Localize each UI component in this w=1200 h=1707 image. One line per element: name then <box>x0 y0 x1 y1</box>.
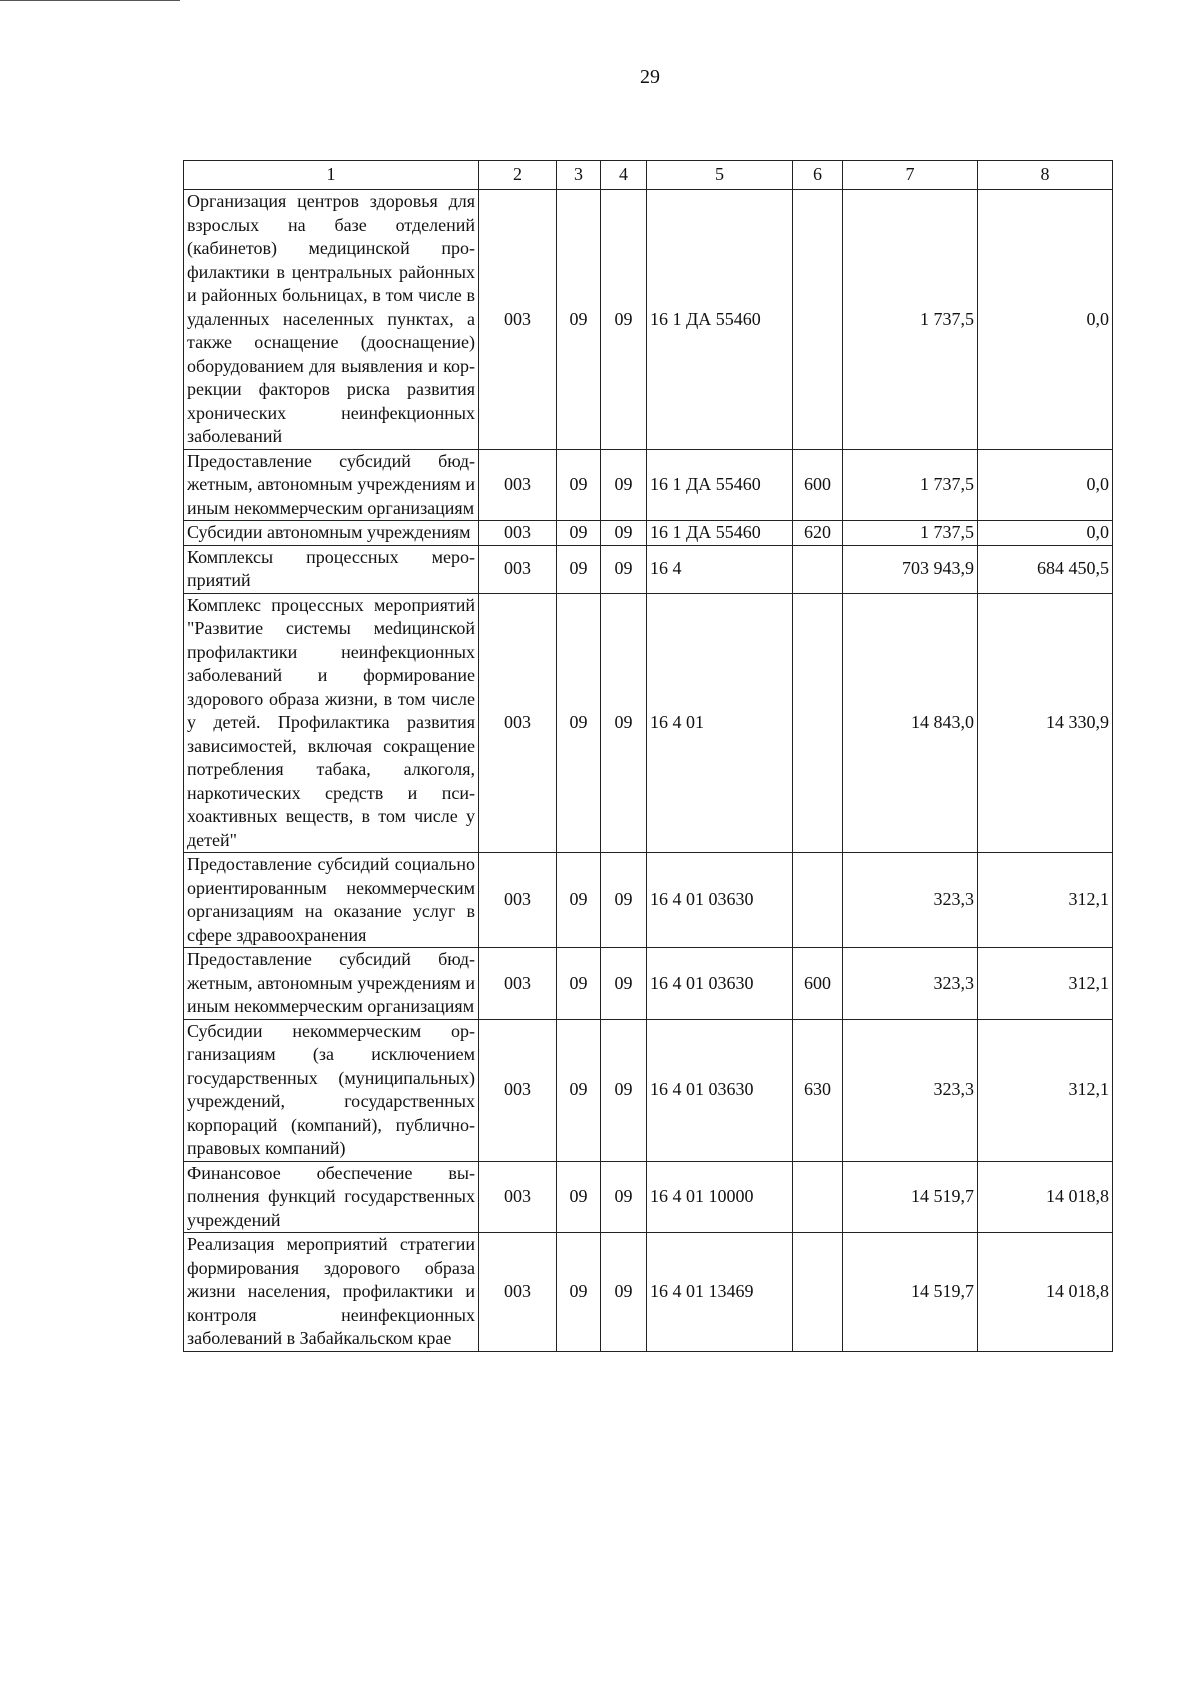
top-rule <box>0 0 180 1</box>
section-cell: 09 <box>557 449 601 521</box>
expense-type-cell: 620 <box>793 521 843 546</box>
code-gr-cell: 003 <box>479 1233 557 1352</box>
amount-col8-cell: 14 330,9 <box>978 593 1113 853</box>
code-gr-cell: 003 <box>479 190 557 450</box>
code-gr-cell: 003 <box>479 593 557 853</box>
row-name-cell: Комплексы процессных мероприятий <box>184 545 479 593</box>
table-row <box>184 449 1113 521</box>
expense-type-cell <box>793 1233 843 1352</box>
table-row <box>184 190 1113 450</box>
row-name-cell: Субсидии автономным учреждениям <box>184 521 479 546</box>
amount-col8-cell: 0,0 <box>978 190 1113 450</box>
table-row <box>184 545 1113 593</box>
code-gr-cell: 003 <box>479 948 557 1020</box>
section-cell: 09 <box>557 545 601 593</box>
target-article-cell: 16 4 01 03630 <box>647 948 793 1020</box>
target-article-cell: 16 4 01 03630 <box>647 1019 793 1161</box>
subsection-cell: 09 <box>601 190 647 450</box>
amount-col7-cell: 14 843,0 <box>843 593 978 853</box>
amount-col7-cell: 323,3 <box>843 948 978 1020</box>
expense-type-cell <box>793 593 843 853</box>
amount-col7-cell: 1 737,5 <box>843 190 978 450</box>
column-header-7: 7 <box>843 161 978 190</box>
subsection-cell: 09 <box>601 545 647 593</box>
amount-col8-cell: 312,1 <box>978 948 1113 1020</box>
target-article-cell: 16 4 <box>647 545 793 593</box>
subsection-cell: 09 <box>601 449 647 521</box>
row-name-cell: Финансовое обеспечение выполнения функций государственных учреждений <box>184 1161 479 1233</box>
section-cell: 09 <box>557 1161 601 1233</box>
subsection-cell: 09 <box>601 521 647 546</box>
row-name-cell: Организация центров здоровья для взрослых на базе отделений (кабинетов) медицинской профилактики в центральных районных и районных больницах, в том числе в удаленных населенных пунктах, а также оснащение (дооснащение) оборудованием для выявления и коррекции факторов риска развития хронических неинфекционных заболеваний <box>184 190 479 450</box>
column-header-5: 5 <box>647 161 793 190</box>
expense-type-cell <box>793 1161 843 1233</box>
code-gr-cell: 003 <box>479 1161 557 1233</box>
column-header-2: 2 <box>479 161 557 190</box>
row-name-cell: Комплекс процессных мероприятий "Развитие системы меdицинской профилактики неинфекционных заболеваний и формирование здорового образа жизни, в том числе у детей. Профилактика развития зависимостей, включая сокращение потребления табака, алкоголя, наркотических средств и психоактивных веществ, в том числе у детей" <box>184 593 479 853</box>
expense-type-cell <box>793 545 843 593</box>
table-row <box>184 1161 1113 1233</box>
section-cell: 09 <box>557 593 601 853</box>
section-cell: 09 <box>557 853 601 948</box>
column-header-3: 3 <box>557 161 601 190</box>
section-cell: 09 <box>557 1233 601 1352</box>
subsection-cell: 09 <box>601 948 647 1020</box>
row-name-cell: Реализация мероприятий стратегии формирования здорового образа жизни населения, профилактики и контроля неинфекционных заболеваний в Забайкальском крае <box>184 1233 479 1352</box>
section-cell: 09 <box>557 1019 601 1161</box>
table-row <box>184 1019 1113 1161</box>
column-header-4: 4 <box>601 161 647 190</box>
subsection-cell: 09 <box>601 1019 647 1161</box>
table-header-row <box>184 161 1113 190</box>
expense-type-cell: 600 <box>793 449 843 521</box>
subsection-cell: 09 <box>601 593 647 853</box>
table-row <box>184 521 1113 546</box>
code-gr-cell: 003 <box>479 853 557 948</box>
amount-col7-cell: 1 737,5 <box>843 521 978 546</box>
table-row <box>184 1233 1113 1352</box>
amount-col8-cell: 684 450,5 <box>978 545 1113 593</box>
target-article-cell: 16 4 01 <box>647 593 793 853</box>
target-article-cell: 16 4 01 13469 <box>647 1233 793 1352</box>
amount-col8-cell: 312,1 <box>978 853 1113 948</box>
amount-col7-cell: 1 737,5 <box>843 449 978 521</box>
amount-col8-cell: 14 018,8 <box>978 1161 1113 1233</box>
subsection-cell: 09 <box>601 853 647 948</box>
expense-type-cell: 630 <box>793 1019 843 1161</box>
expense-type-cell <box>793 190 843 450</box>
amount-col8-cell: 0,0 <box>978 521 1113 546</box>
target-article-cell: 16 1 ДА 55460 <box>647 449 793 521</box>
expense-type-cell <box>793 853 843 948</box>
target-article-cell: 16 4 01 10000 <box>647 1161 793 1233</box>
code-gr-cell: 003 <box>479 521 557 546</box>
row-name-cell: Предоставление субсидий социально ориентированным некоммерческим организациям на оказание услуг в сфере здравоохранения <box>184 853 479 948</box>
amount-col7-cell: 14 519,7 <box>843 1233 978 1352</box>
budget-table <box>183 160 1113 1352</box>
column-header-8: 8 <box>978 161 1113 190</box>
column-header-1: 1 <box>184 161 479 190</box>
column-header-6: 6 <box>793 161 843 190</box>
row-name-cell: Предоставление субсидий бюджетным, автономным учреждениям и иным некоммерческим организациям <box>184 948 479 1020</box>
section-cell: 09 <box>557 948 601 1020</box>
section-cell: 09 <box>557 190 601 450</box>
amount-col7-cell: 14 519,7 <box>843 1161 978 1233</box>
amount-col7-cell: 703 943,9 <box>843 545 978 593</box>
table-row <box>184 593 1113 853</box>
subsection-cell: 09 <box>601 1233 647 1352</box>
row-name-cell: Субсидии некоммерческим организациям (за исключением государственных (муниципальных) учреждений, государственных корпораций (компаний), публично-правовых компаний) <box>184 1019 479 1161</box>
subsection-cell: 09 <box>601 1161 647 1233</box>
target-article-cell: 16 4 01 03630 <box>647 853 793 948</box>
code-gr-cell: 003 <box>479 545 557 593</box>
target-article-cell: 16 1 ДА 55460 <box>647 521 793 546</box>
table-row <box>184 853 1113 948</box>
code-gr-cell: 003 <box>479 1019 557 1161</box>
amount-col8-cell: 0,0 <box>978 449 1113 521</box>
table-body <box>184 190 1113 1352</box>
amount-col8-cell: 14 018,8 <box>978 1233 1113 1352</box>
amount-col8-cell: 312,1 <box>978 1019 1113 1161</box>
code-gr-cell: 003 <box>479 449 557 521</box>
row-name-cell: Предоставление субсидий бюджетным, автономным учреждениям и иным некоммерческим организациям <box>184 449 479 521</box>
table-row <box>184 948 1113 1020</box>
expense-type-cell: 600 <box>793 948 843 1020</box>
section-cell: 09 <box>557 521 601 546</box>
amount-col7-cell: 323,3 <box>843 1019 978 1161</box>
amount-col7-cell: 323,3 <box>843 853 978 948</box>
page-number: 29 <box>640 66 660 88</box>
target-article-cell: 16 1 ДА 55460 <box>647 190 793 450</box>
